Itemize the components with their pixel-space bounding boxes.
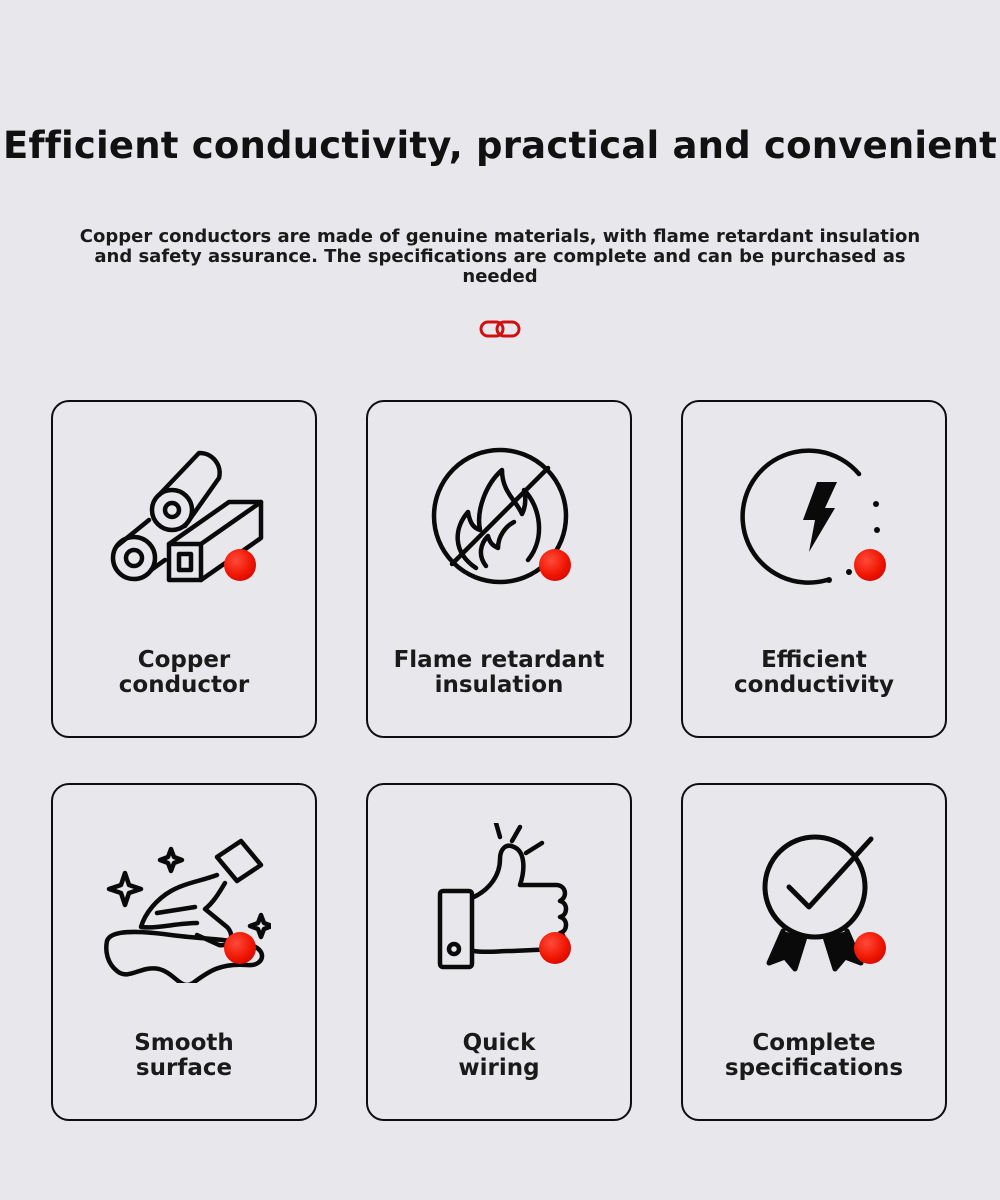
page-subtitle: Copper conductors are made of genuine materials, with flame retardant insulation and safety assurance. The specifications are complete and can be purchased as needed [79,226,921,287]
accent-dot [224,549,256,581]
feature-label: Quick wiring [458,1030,540,1081]
feature-label: Efficient conductivity [733,647,895,698]
accent-dot [854,932,886,964]
feature-label: Flame retardant insulation [393,647,605,698]
accent-dot [539,932,571,964]
feature-card-quick-wiring [366,783,632,1121]
feature-card-complete-specifications [681,783,947,1121]
page-title: Efficient conductivity, practical and convenient [2,124,998,167]
feature-card-efficient-conductivity [681,400,947,738]
feature-card-copper-conductor [51,400,317,738]
feature-label: Copper conductor [118,647,250,698]
feature-label: Complete specifications [724,1030,904,1081]
feature-card-smooth-surface [51,783,317,1121]
chain-link-icon [478,316,522,342]
accent-dot [854,549,886,581]
feature-card-flame-retardant [366,400,632,738]
accent-dot [539,549,571,581]
feature-label: Smooth surface [134,1030,234,1081]
accent-dot [224,932,256,964]
